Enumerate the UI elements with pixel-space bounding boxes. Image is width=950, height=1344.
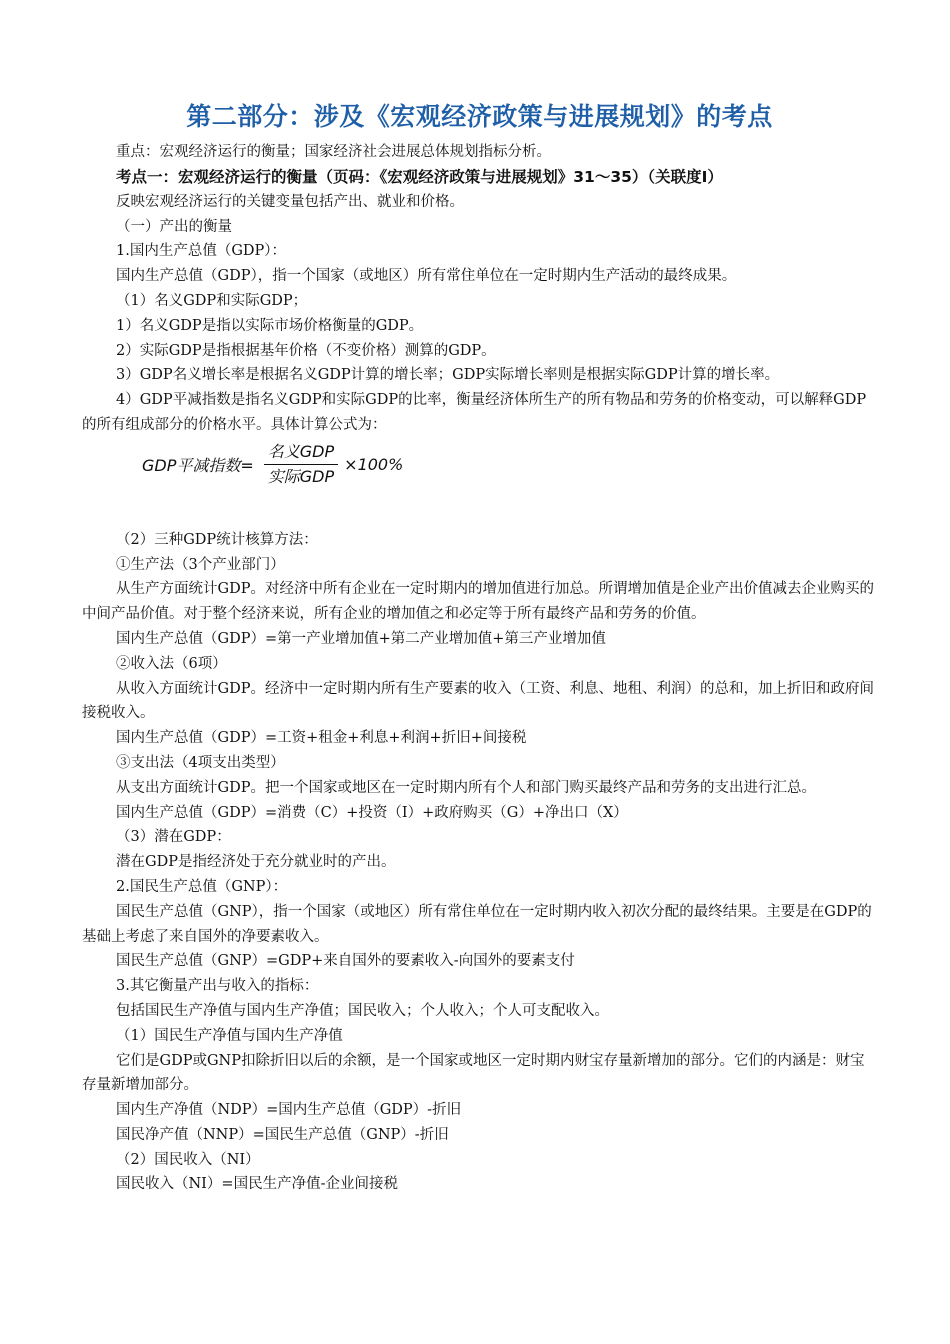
paragraph: 国内生产净值（NDP）=国内生产总值（GDP）-折旧	[116, 1102, 462, 1119]
formula-fraction	[264, 440, 338, 490]
formula-block	[82, 440, 877, 512]
paragraph: （1）国民生产净值与国内生产净值	[116, 1027, 343, 1044]
paragraph: 国民生产总值（GNP）=GDP+来自国外的要素收入-向国外的要素支付	[116, 953, 575, 970]
formula-rhs: ×100%	[344, 455, 404, 475]
paragraph: （1）名义GDP和实际GDP；	[116, 292, 308, 309]
paragraph: （3）潜在GDP：	[116, 829, 231, 846]
paragraph: 2.国民生产总值（GNP）：	[116, 878, 288, 895]
paragraph: 国民净产值（NNP）=国民生产总值（GNP）-折旧	[116, 1126, 449, 1143]
paragraph: 国民收入（NI）=国民生产净值-企业间接税	[116, 1176, 398, 1193]
paragraph: ①生产法（3个产业部门）	[116, 556, 285, 573]
section-heading: 考点一：宏观经济运行的衡量（页码：《宏观经济政策与进展规划》31～35）（关联度Ⅰ）	[116, 167, 723, 186]
paragraph: 国内生产总值（GDP）=第一产业增加值+第二产业增加值+第三产业增加值	[116, 630, 606, 647]
paragraph: 从生产方面统计GDP。对经济中所有企业在一定时期内的增加值进行加总。所谓增加值是企业产出价值减去企业购买的中间产品价值。对于整个经济来说，所有企业的增加值之和必定等于所有最终产品和劳务的价值。	[82, 581, 874, 623]
paragraph: （一）产出的衡量	[116, 218, 232, 235]
paragraph: （2）国民收入（NI）	[116, 1151, 260, 1168]
paragraph: 3.其它衡量产出与收入的指标：	[116, 978, 319, 995]
paragraphs-before-formula	[82, 190, 877, 438]
paragraph: 潜在GDP是指经济处于充分就业时的产出。	[116, 854, 396, 871]
paragraph: 国民生产总值（GNP），指一个国家（或地区）所有常住单位在一定时期内收入初次分配的最终结果。主要是在GDP的基础上考虑了来自国外的净要素收入。	[82, 903, 872, 945]
paragraph: 3）GDP名义增长率是根据名义GDP计算的增长率；GDP实际增长率则是根据实际GDP计算的增长率。	[116, 367, 780, 384]
paragraph: ②收入法（6项）	[116, 655, 227, 672]
paragraph: 国内生产总值（GDP）=工资+租金+利息+利润+折旧+间接税	[116, 730, 527, 747]
document-page	[82, 98, 877, 1197]
paragraph: 从支出方面统计GDP。把一个国家或地区在一定时期内所有个人和部门购买最终产品和劳务的支出进行汇总。	[116, 779, 816, 796]
paragraph: 包括国民生产净值与国内生产净值；国民收入；个人收入；个人可支配收入。	[116, 1002, 609, 1019]
page-title: 第二部分：涉及《宏观经济政策与进展规划》的考点	[186, 102, 773, 131]
paragraph: 国内生产总值（GDP），指一个国家（或地区）所有常住单位在一定时期内生产活动的最终成果。	[116, 268, 737, 285]
paragraph: 2）实际GDP是指根据基年价格（不变价格）测算的GDP。	[116, 342, 496, 359]
paragraph: 国内生产总值（GDP）=消费（C）+投资（I）+政府购买（G）+净出口（X）	[116, 804, 628, 821]
paragraph: ③支出法（4项支出类型）	[116, 754, 285, 771]
paragraph: 1）名义GDP是指以实际市场价格衡量的GDP。	[116, 317, 424, 334]
gdp-deflator-formula	[142, 440, 403, 490]
paragraph: 从收入方面统计GDP。经济中一定时期内所有生产要素的收入（工资、利息、地租、利润）的总和，加上折旧和政府间接税收入。	[82, 680, 874, 722]
paragraphs-after-formula	[82, 528, 877, 1198]
paragraph: 反映宏观经济运行的关键变量包括产出、就业和价格。	[116, 193, 464, 210]
paragraph: （2）三种GDP统计核算方法：	[116, 531, 318, 548]
paragraph: 它们是GDP或GNP扣除折旧以后的余额，是一个国家或地区一定时期内财宝存量新增加的部分。它们的内涵是：财宝存量新增加部分。	[82, 1052, 865, 1094]
formula-denominator: 实际GDP	[267, 467, 335, 487]
paragraph: 4）GDP平减指数是指名义GDP和实际GDP的比率，衡量经济体所生产的所有物品和劳务的价格变动，可以解释GDP的所有组成部分的价格水平。具体计算公式为：	[82, 392, 867, 433]
formula-numerator: 名义GDP	[267, 441, 335, 461]
formula-lhs: GDP平减指数=	[142, 456, 254, 476]
focus-line: 重点：宏观经济运行的衡量；国家经济社会进展总体规划指标分析。	[116, 144, 551, 160]
paragraph: 1.国内生产总值（GDP）：	[116, 243, 287, 260]
